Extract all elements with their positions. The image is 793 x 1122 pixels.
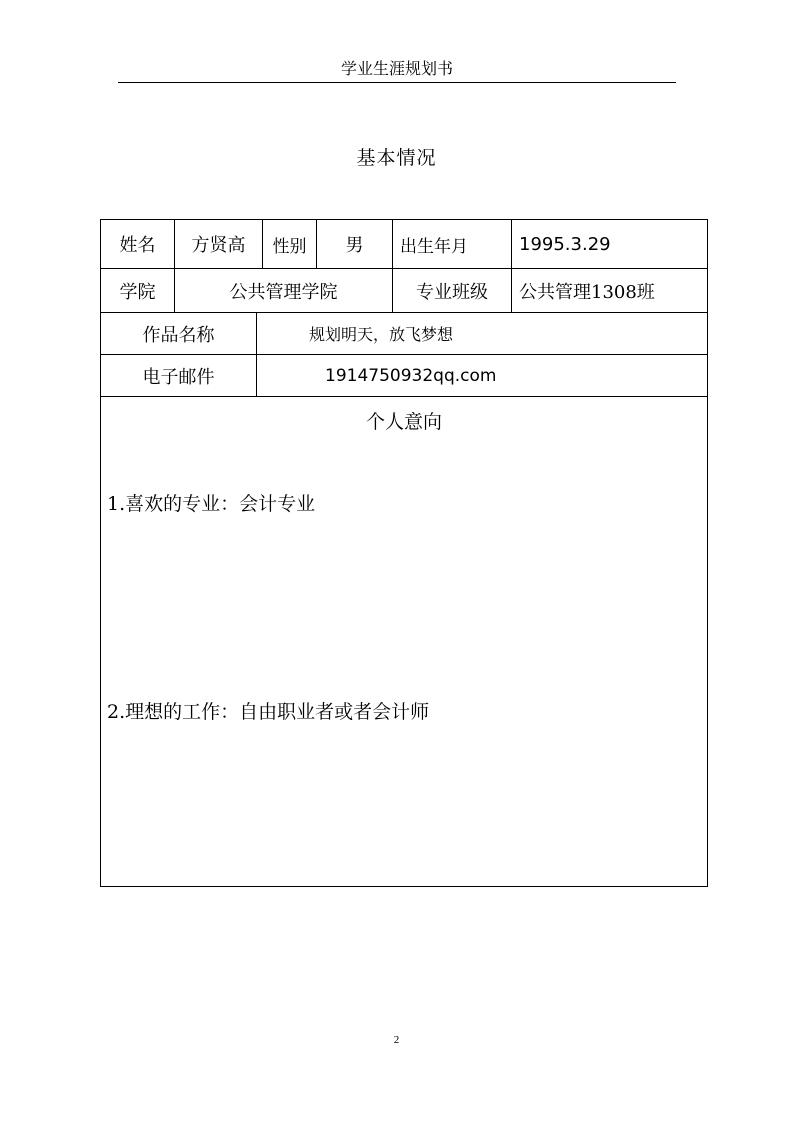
email-label: 电子邮件 [100,354,257,397]
intent-item-major: 1.喜欢的专业：会计专业 [107,493,316,515]
birth-label: 出生年月 [392,219,512,269]
section-title: 基本情况 [356,147,437,169]
birth-value: 1995.3.29 [511,219,708,269]
work-value: 规划明天，放飞梦想 [256,312,708,355]
personal-intent-box [100,396,708,887]
email-value: 1914750932qq.com [256,354,708,397]
work-label: 作品名称 [100,312,257,355]
college-label: 学院 [100,268,175,313]
major-label: 专业班级 [392,268,512,313]
intent-title: 个人意向 [365,411,442,433]
gender-value: 男 [316,219,393,269]
intent-item-job: 2.理想的工作：自由职业者或者会计师 [107,701,430,723]
major-value: 公共管理1308班 [511,268,708,313]
college-value: 公共管理学院 [174,268,393,313]
document-header-title: 学业生涯规划书 [118,58,676,83]
name-label: 姓名 [100,219,175,269]
page-number: 2 [393,1034,400,1046]
name-value: 方贤高 [174,219,263,269]
gender-label: 性别 [262,219,317,269]
